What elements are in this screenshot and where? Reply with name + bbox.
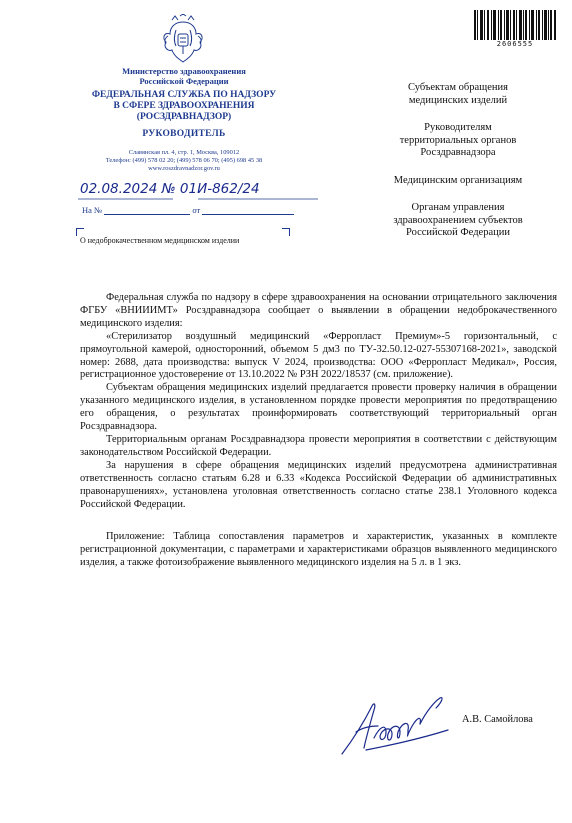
addressee-line: Российской Федерации <box>406 227 510 238</box>
reference-line <box>82 205 294 215</box>
subject-corner-top-right <box>282 228 290 236</box>
barcode-number: 2606555 <box>496 40 534 48</box>
addressee-line: Руководителям <box>424 122 492 133</box>
agency-line-3: (РОСЗДРАВНАДЗОР) <box>136 112 232 122</box>
addressee-line: Медицинским организациям <box>393 174 523 186</box>
ministry-line-2: Российской Федерации <box>139 76 229 86</box>
addressee-group-3 <box>350 175 566 188</box>
handwritten-date-number: 02.08.2024 № 01И-862/24 <box>80 181 260 197</box>
addressee-line: Органам управления <box>411 202 505 213</box>
agency-line-1: ФЕДЕРАЛЬНАЯ СЛУЖБА ПО НАДЗОРУ <box>91 90 277 100</box>
ref-date-field[interactable] <box>202 205 294 215</box>
agency-name <box>72 90 296 123</box>
paragraph-attachment: Приложение: Таблица сопоставления параметров и характеристик, указанных в комплекте регистрационной документации, с параметрами и характеристиками образцов выявленного медицинского изделия, а также фотоизображение выявленного медицинского изделия на 5 л. в 1 экз. <box>80 531 557 569</box>
subject-corner-top-left <box>76 228 84 236</box>
addressee-line: медицинских изделий <box>408 94 508 106</box>
ref-prefix: На № <box>82 205 103 215</box>
signer-name: А.В. Самойлова <box>462 714 533 725</box>
address: Славянская пл. 4, стр. 1, Москва, 109012 <box>128 149 240 156</box>
ministry-line-1: Министерство здравоохранения <box>122 66 246 76</box>
paragraph-instructions-territorial: Территориальным органам Росздравнадзора провести мероприятия в соответствии с действующим законодательством Российской Федерации. <box>80 433 557 458</box>
addressee-line: здравоохранением субъектов <box>393 214 523 226</box>
addressee-line: Росздравнадзора <box>420 147 496 158</box>
addressee-line: территориальных органов <box>399 134 517 146</box>
coat-of-arms-emblem-icon <box>160 14 206 66</box>
contact-info <box>66 149 302 174</box>
addressee-group-2 <box>350 122 566 160</box>
paragraph-instructions-subjects: Субъектам обращения медицинских изделий предлагается провести проверку наличия в обращении указанного медицинского изделия, в установленном порядке провести мероприятия по предотвращению его обращения, о результатах проинформировать соответствующий территориальный орган Росздравнадзора. <box>80 382 557 433</box>
ref-number-field[interactable] <box>104 205 190 215</box>
addressees <box>350 82 566 255</box>
website-link[interactable]: www.roszdravnadzor.gov.ru <box>148 165 220 173</box>
ministry-name <box>92 66 276 86</box>
agency-line-2: В СФЕРЕ ЗДРАВООХРАНЕНИЯ <box>113 101 255 111</box>
handwritten-registration <box>78 177 338 207</box>
letter-body <box>80 292 557 570</box>
addressee-group-4 <box>350 202 566 240</box>
ref-from: от <box>192 205 201 215</box>
head-title: РУКОВОДИТЕЛЬ <box>142 129 226 139</box>
barcode-icon <box>474 10 556 40</box>
subject-line: О недоброкачественном медицинском изделии <box>80 236 240 245</box>
addressee-group-1 <box>350 82 566 107</box>
paragraph-intro: Федеральная служба по надзору в сфере здравоохранения на основании отрицательного заключения ФГБУ «ВНИИИМТ» Росздравнадзора сообщает о выявлении в обращении недоброкачественного медицинского изделия: <box>80 292 557 329</box>
addressee-line: Субъектам обращения <box>408 82 508 93</box>
paragraph-device: «Стерилизатор воздушный медицинский «Ферропласт Премиум»-5 горизонтальный, с прямоугольной камерой, односторонний, объемом 5 дм3 по ТУ-32.50.12-027-55307168-2021», заводской номер: 2688, дата производства: выпуск V 2024, производства: ООО «Ферропласт Медикал», Россия, регистрационное удостоверение от 13.10.2022 № РЗН 2022/18537 (см. приложение). <box>80 330 557 381</box>
handwritten-signature-icon <box>336 688 458 760</box>
paragraph-liability: За нарушения в сфере обращения медицинских изделий предусмотрена административная ответственность согласно статьям 6.28 и 6.33 «Кодекса Российской Федерации об административных правонарушениях», установлена уголовная ответственность согласно статье 238.1 Уголовного кодекса Российской Федерации. <box>80 459 557 510</box>
phones: Телефон: (499) 578 02 20; (499) 578 06 70; (495) 698 45 38 <box>105 157 263 165</box>
